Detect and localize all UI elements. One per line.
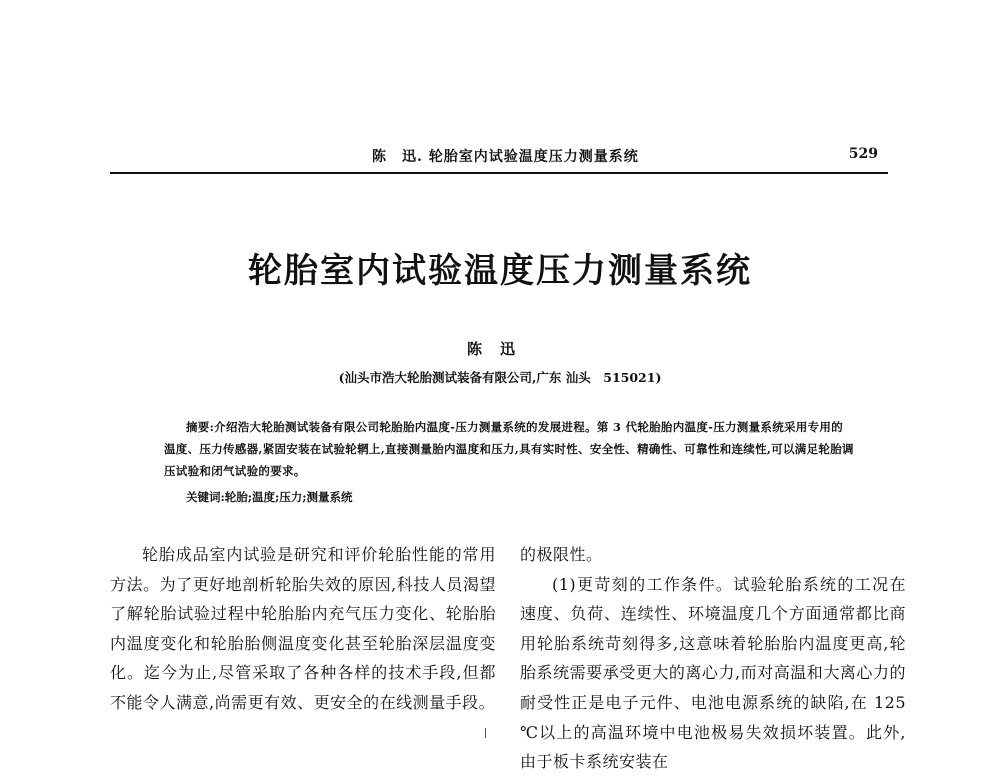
column-mark	[485, 728, 486, 738]
page-number: 529	[848, 146, 878, 162]
keywords: 关键词:轮胎;温度;压力;测量系统	[186, 490, 353, 504]
body-column-right	[520, 540, 906, 777]
body-paragraph: (1)更苛刻的工作条件。试验轮胎系统的工况在速度、负荷、连续性、环境温度几个方面通常都比商用轮胎系统苛刻得多,这意味着轮胎胎内温度更高,轮胎系统需要承受更大的离心力,而对高温和大离心力的耐受性正是电子元件、电池电源系统的缺陷,在 125 ℃以上的高温环境中电池极易失效损坏装置。此外,由于板卡系统安装在	[520, 574, 906, 772]
body-paragraph-continuation: 的极限性。	[520, 545, 603, 564]
running-title: 陈 迅. 轮胎室内试验温度压力测量系统	[372, 149, 639, 165]
running-header	[110, 146, 886, 170]
header-rule	[110, 172, 888, 174]
author-name: 陈迅	[466, 340, 533, 358]
author-affiliation: (汕头市浩大轮胎测试装备有限公司,广东 汕头 515021)	[338, 370, 662, 385]
abstract-text: 摘要:介绍浩大轮胎测试装备有限公司轮胎胎内温度-压力测量系统的发展进程。第 3 代轮胎胎内温度-压力测量系统采用专用的温度、压力传感器,紧固安装在试验轮辋上,直接测量胎内温度和压力,具有实时性、安全性、精确性、可靠性和连续性,可以满足轮胎调压试验和闭气试验的要求。	[164, 420, 854, 478]
paper-title: 轮胎室内试验温度压力测量系统	[248, 251, 752, 291]
body-paragraph: 轮胎成品室内试验是研究和评价轮胎性能的常用方法。为了更好地剖析轮胎失效的原因,科技人员渴望了解轮胎试验过程中轮胎胎内充气压力变化、轮胎胎内温度变化和轮胎胎侧温度变化甚至轮胎深层温度变化。迄今为止,尽管采取了各种各样的技术手段,但都不能令人满意,尚需更有效、更安全的在线测量手段。	[110, 545, 496, 712]
abstract	[164, 416, 854, 482]
body-column-left	[110, 540, 496, 718]
